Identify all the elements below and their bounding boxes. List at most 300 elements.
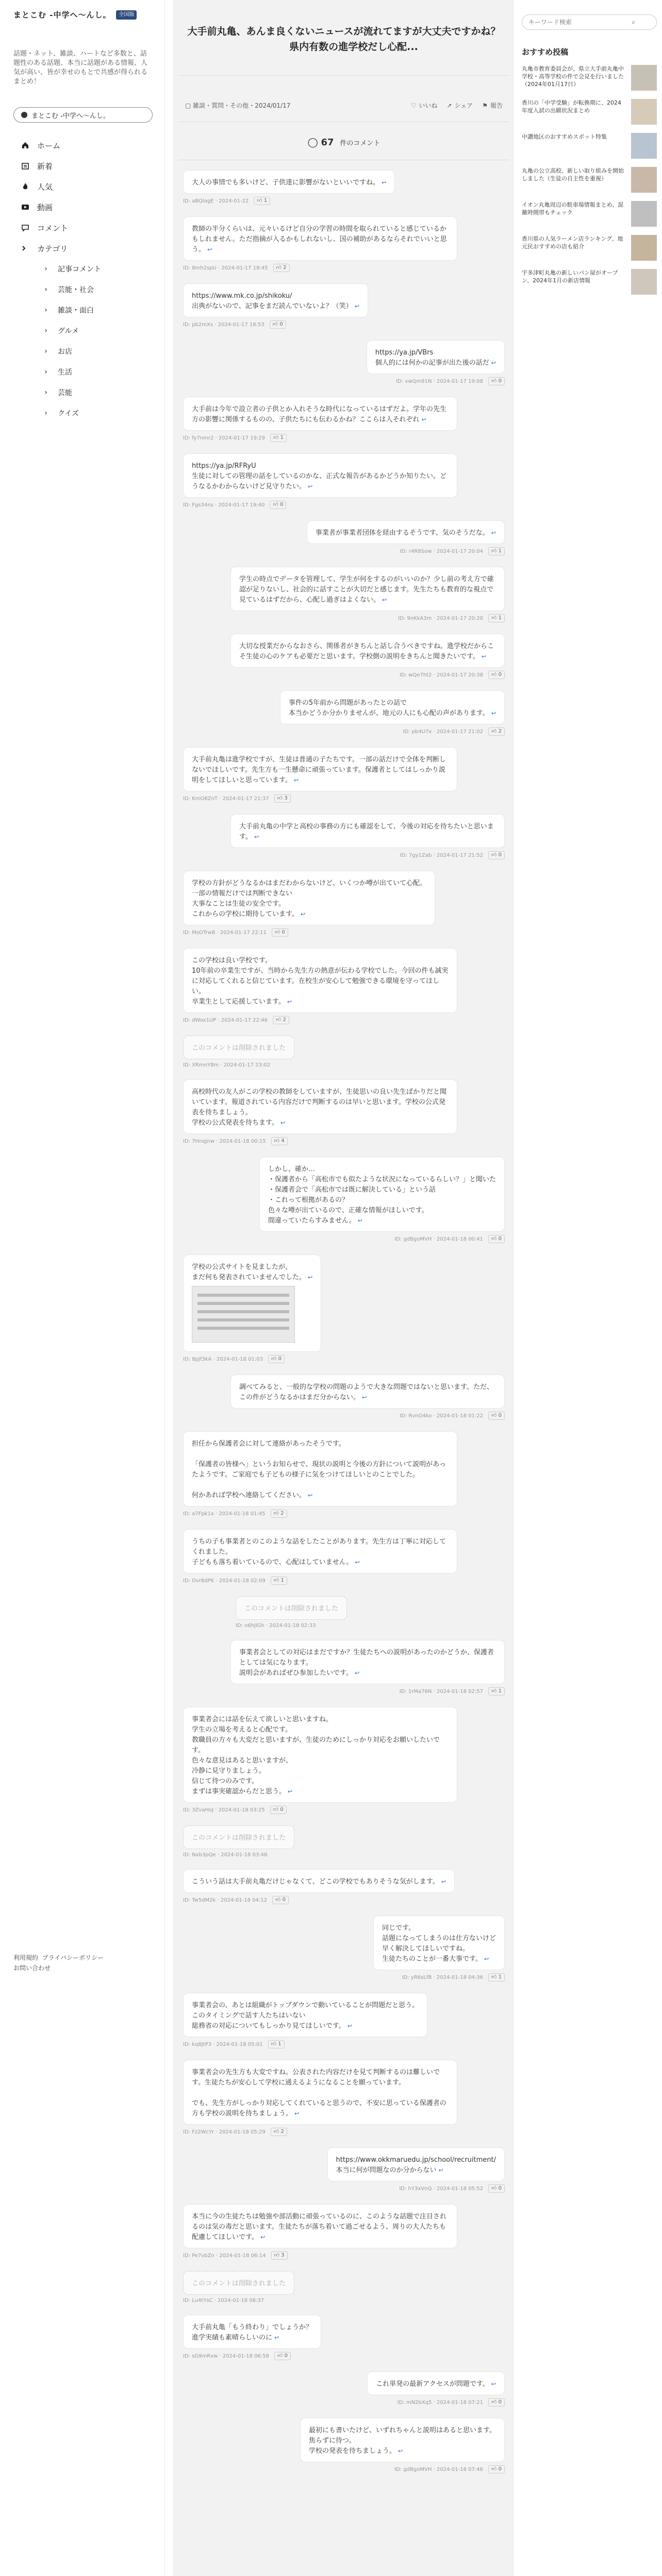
recommended-thumbnail[interactable] xyxy=(631,65,657,91)
comment-info xyxy=(183,2040,457,2048)
subnav-item[interactable] xyxy=(21,300,155,320)
comment-text: 大切な授業だからなおさら、関係者がきちんと話し合うべきですね。進学校だからこそ生徒の心のケアも必要だと思います。学校側の説明をきちんと聞きたいです。 xyxy=(239,642,494,660)
good-count: 1 xyxy=(498,1688,502,1694)
recommended-title-text[interactable]: イオン丸亀周辺の駐車場情報まとめ、混雑時間帯もチェック xyxy=(522,201,624,216)
deleted-comment[interactable] xyxy=(183,2271,294,2295)
comment-bubble[interactable] xyxy=(259,1157,505,1232)
thumbs-up-icon: 👍︎ xyxy=(275,1897,283,1903)
good-button[interactable] xyxy=(268,1355,285,1363)
good-button[interactable] xyxy=(488,851,505,859)
comment-info xyxy=(183,1062,457,1068)
good-button[interactable] xyxy=(270,501,286,509)
recommended-thumbnail[interactable] xyxy=(631,201,657,227)
comment-id-date: ID: fy7nmr2 · 2024-01-17 19:29 xyxy=(183,435,266,441)
comment-info xyxy=(403,727,505,736)
nav-label: 動画 xyxy=(37,202,53,212)
recommended-thumbnail[interactable] xyxy=(631,269,657,295)
popular-icon xyxy=(21,182,30,191)
comment-item xyxy=(174,1869,514,1904)
comment-item xyxy=(174,2060,514,2136)
comment-bubble[interactable] xyxy=(183,747,457,791)
subnav-item[interactable] xyxy=(21,279,155,300)
comment-id-date: ID: 7Hnqjnw · 2024-01-18 00:15 xyxy=(183,1138,266,1144)
comment-text: 事業者が事業者団体を経由するそうです、気のそうだな。 xyxy=(315,529,489,537)
recommended-item[interactable] xyxy=(522,99,657,125)
recommended-title-text[interactable]: 宇多津町丸亀の新しいパン屋がオープン、2024年1月の新店情報 xyxy=(522,269,618,284)
thumbs-up-icon: 👍︎ xyxy=(273,502,280,507)
comment-item xyxy=(174,2204,514,2260)
subnav-label: お店 xyxy=(58,348,72,356)
recommended-title-text[interactable]: 丸亀市教育委員会が、県立大手前丸亀中学校・高等学校の件で会見を行いました（2024年01月17日） xyxy=(522,65,624,88)
thumbs-up-icon: 👍︎ xyxy=(273,1511,281,1516)
comment-bubble[interactable] xyxy=(183,1993,427,2037)
comment-id-date: ID: wQe7ht2 · 2024-01-17 20:38 xyxy=(399,672,483,678)
good-button[interactable] xyxy=(271,1137,288,1145)
subnav-item[interactable] xyxy=(21,403,155,423)
comment-text: 事業者会の、あとは組織がトップダウンで動いていることが問題だと思う。 このタイミングで話す人たちはいない 総務省の対応についてもしっかり見てほしいです。 xyxy=(192,2002,419,2030)
reply-icon[interactable]: ↩ xyxy=(308,1274,313,1281)
comment-id-date: ID: a7Fpk1x · 2024-01-18 01:45 xyxy=(183,1511,266,1517)
comment-wrap xyxy=(183,871,457,937)
reply-icon[interactable]: ↩ xyxy=(347,2023,352,2029)
comment-info xyxy=(400,671,505,679)
comment-text: https://www.mk.co.jp/shikoku/ 出典がないので、記事をまだ読んでいないよ？（笑） xyxy=(192,292,353,310)
good-button[interactable] xyxy=(488,614,505,622)
reply-icon[interactable]: ↩ xyxy=(491,2381,496,2387)
comment-info xyxy=(396,377,505,385)
comment-bubble[interactable] xyxy=(183,2315,321,2349)
comment-bubble[interactable] xyxy=(183,1079,457,1134)
comment-wrap xyxy=(230,340,505,385)
comment-info xyxy=(183,320,457,329)
recommended-title-text[interactable]: 香川県の人気ラーメン店ランキング、地元民おすすめの店も紹介 xyxy=(522,235,623,250)
recommended-thumbnail[interactable] xyxy=(631,99,657,125)
reply-icon[interactable]: ↩ xyxy=(382,597,387,603)
comment-item xyxy=(174,216,514,272)
comment-text: 同じです。 話題になってしまうのは仕方ないけど 早く解決してほしいですね。 生徒たちのことが一番大事です。 xyxy=(382,1924,496,1963)
good-count: 0 xyxy=(498,2466,502,2472)
comment-id-date: ID: KmO8ZnT · 2024-01-17 21:37 xyxy=(183,795,269,802)
comment-text: 学校の方針がどうなるかはまだわからないけど、いくつか噂が出ていて心配。 一部の情報だけでは判断できない 大事なことは生徒の安全です。 これからの学校に期待しています。 xyxy=(192,879,427,918)
comment-info xyxy=(183,2298,457,2303)
recommended-item[interactable] xyxy=(522,201,657,227)
comment-info xyxy=(236,1623,462,1629)
comment-bubble[interactable] xyxy=(230,1640,505,1684)
thumbs-up-icon: 👍︎ xyxy=(274,1138,282,1144)
good-count: 0 xyxy=(498,378,502,384)
comment-id-date: ID: Lu4tYsC · 2024-01-18 06:37 xyxy=(183,2298,264,2303)
comment-bubble[interactable] xyxy=(367,2371,505,2395)
report-button[interactable] xyxy=(482,101,503,110)
good-button[interactable] xyxy=(271,2128,287,2136)
good-button[interactable] xyxy=(488,377,505,385)
comment-wrap xyxy=(183,1993,457,2048)
comment-wrap xyxy=(183,283,457,329)
recommended-item[interactable] xyxy=(522,133,657,159)
comment-wrap xyxy=(230,2371,505,2406)
comment-item xyxy=(174,690,514,736)
recommended-title-text[interactable]: 丸亀の公立高校、新しい取り組みを開始しました（生徒の自主性を重視） xyxy=(522,167,624,182)
footer-link-terms[interactable]: 利用規約 xyxy=(13,1954,39,1961)
reply-icon[interactable]: ↩ xyxy=(274,2334,279,2341)
comment-count xyxy=(179,137,509,148)
reply-icon[interactable]: ↩ xyxy=(294,2110,300,2117)
comment-text: 事業者会としての対応はまだですか？生徒たちへの説明があったのかどうか、保護者としては気になります。 説明会があればぜひ参加したいです。 xyxy=(239,1649,494,1677)
nav-label: ホーム xyxy=(37,141,61,150)
thumbs-up-icon: 👍︎ xyxy=(277,795,285,801)
comment-id-date: ID: vwQm91N · 2024-01-17 19:08 xyxy=(396,378,483,384)
comment-text: これ単発の最新アクセスが問題です。 xyxy=(376,2380,489,2388)
comment-wrap xyxy=(183,2315,457,2360)
home-button-label: まとこむ -中学へ〜んし。 xyxy=(31,112,110,120)
comment-item xyxy=(174,397,514,442)
comment-id-date: ID: 8mh2spU · 2024-01-17 18:45 xyxy=(183,265,268,271)
recommended-thumbnail[interactable] xyxy=(631,167,657,193)
comment-id-date: ID: 3ZvaHoJ · 2024-01-18 03:25 xyxy=(183,1807,265,1813)
comment-bubble[interactable] xyxy=(183,2204,457,2248)
recommended-thumbnail[interactable] xyxy=(631,235,657,261)
logo-text[interactable]: まとこむ -中学へ〜んし。 xyxy=(13,10,111,20)
search-box[interactable] xyxy=(522,14,657,30)
share-button[interactable] xyxy=(446,101,473,110)
comment-wrap xyxy=(183,1869,457,1904)
good-button[interactable] xyxy=(488,1412,505,1420)
comment-bubble[interactable] xyxy=(183,1431,457,1506)
comment-wrap xyxy=(230,1375,505,1420)
good-button[interactable] xyxy=(488,1687,505,1696)
comment-info xyxy=(183,1577,457,1585)
comment-bubble[interactable] xyxy=(183,1529,457,1573)
comment-info xyxy=(183,1016,457,1024)
chevron-right-icon: › xyxy=(44,368,47,376)
like-button[interactable] xyxy=(411,101,438,110)
comment-bubble[interactable] xyxy=(183,1255,321,1352)
comment-wrap xyxy=(183,170,457,205)
comment-id-date: ID: 7gy1Zab · 2024-01-17 21:52 xyxy=(400,852,483,858)
comment-id-date: ID: Fgs34ns · 2024-01-17 19:40 xyxy=(183,502,265,508)
article-actions xyxy=(411,101,503,110)
comment-wrap xyxy=(183,1255,457,1363)
comment-bubble[interactable] xyxy=(183,871,435,925)
comment-item xyxy=(174,1079,514,1145)
good-button[interactable] xyxy=(273,1016,289,1024)
good-button[interactable] xyxy=(488,2465,505,2473)
category-icon xyxy=(21,244,30,253)
comment-bubble[interactable] xyxy=(307,520,505,544)
article-category[interactable]: 雑談・質問・その他 xyxy=(193,102,249,109)
comment-id-date: ID: o6hJlGh · 2024-01-18 02:33 xyxy=(236,1623,316,1629)
nav-label: カテゴリ xyxy=(37,244,68,253)
recommended-item[interactable] xyxy=(522,235,657,261)
comment-id-date: ID: gdBgoMVH · 2024-01-18 07:46 xyxy=(394,2466,483,2472)
reply-icon[interactable]: ↩ xyxy=(354,1670,360,1676)
comment-bubble[interactable] xyxy=(280,690,505,724)
comment-wrap xyxy=(183,2271,457,2303)
recommended-title: おすすめ投稿 xyxy=(522,47,569,57)
good-button[interactable] xyxy=(274,794,291,803)
good-button[interactable] xyxy=(488,1235,505,1243)
comment-bubble[interactable] xyxy=(230,567,505,611)
comment-item xyxy=(174,520,514,555)
thumbs-up-icon: 👍︎ xyxy=(491,1413,499,1418)
good-count: 2 xyxy=(280,2129,284,2134)
subnav-item[interactable] xyxy=(21,259,155,279)
comment-text: 事件の5年前から問題があったとの話で 本当かどうか分かりませんが、地元の人にも心配の声があります。 xyxy=(288,699,489,717)
good-button[interactable] xyxy=(488,2398,505,2406)
reply-icon[interactable]: ↩ xyxy=(484,1956,489,1962)
thumbs-up-icon: 👍︎ xyxy=(491,852,499,858)
good-button[interactable] xyxy=(272,1896,289,1904)
footer-link-contact[interactable]: お問い合わせ xyxy=(13,1964,51,1972)
good-count: 1 xyxy=(498,615,502,621)
comment-text: 大手前丸亀「もう終わり」でしょうか？ 進学実績も素晴らしいのに xyxy=(192,2324,313,2342)
good-button[interactable] xyxy=(271,1577,287,1585)
left-sidebar xyxy=(0,0,165,2576)
good-button[interactable] xyxy=(273,264,290,272)
comment-item xyxy=(174,2271,514,2303)
comment-bubble[interactable] xyxy=(183,948,457,1013)
comment-id-date: ID: 8pJf3kA · 2024-01-18 01:03 xyxy=(183,1356,263,1362)
good-count: 1 xyxy=(280,1578,284,1583)
chevron-right-icon: › xyxy=(44,285,47,294)
comment-id-date: ID: mN2bXq5 · 2024-01-18 07:21 xyxy=(397,2399,483,2405)
reply-icon[interactable]: ↩ xyxy=(491,360,496,366)
nav-label: 人気 xyxy=(37,182,53,192)
good-button[interactable] xyxy=(488,727,505,736)
thumbs-up-icon: 👍︎ xyxy=(491,2185,499,2191)
search-input[interactable] xyxy=(528,19,632,26)
nav-item-comment[interactable] xyxy=(21,217,155,238)
comment-item xyxy=(174,2371,514,2406)
good-button[interactable] xyxy=(488,1973,505,1981)
chevron-right-icon: › xyxy=(44,347,47,355)
reply-icon[interactable]: ↩ xyxy=(308,1492,313,1499)
comment-text: 大手前丸亀は進学校ですが、生徒は普通の子たちです。一部の話だけで全体を判断しないでほしいです。先生方も一生懸命に頑張っています。保護者としてはしっかり説明をしてほしいと思っています。 xyxy=(192,756,446,784)
comment-wrap xyxy=(183,1036,457,1068)
nav-item-popular[interactable] xyxy=(21,176,155,197)
comment-info xyxy=(400,851,505,859)
reply-icon[interactable]: ↩ xyxy=(207,246,212,253)
reply-icon[interactable]: ↩ xyxy=(362,1394,367,1401)
recommended-title-text[interactable]: 中讃地区のおすすめスポット特集 xyxy=(522,133,607,140)
thumbs-up-icon: 👍︎ xyxy=(274,929,282,935)
footer-links xyxy=(13,1953,104,1973)
nav-label: 新着 xyxy=(37,161,53,171)
comment-text: 大手前丸亀の中学と高校の事務の方にも確認をして、今後の対応を待ちたいと思います。 xyxy=(239,823,494,841)
reply-icon[interactable]: ↩ xyxy=(280,1120,286,1126)
thumbs-up-icon: 👍︎ xyxy=(273,435,280,440)
comment-list xyxy=(174,170,514,2485)
deleted-comment[interactable] xyxy=(236,1596,347,1620)
good-count: 0 xyxy=(498,672,502,677)
subnav-label: 芸能 xyxy=(58,389,72,397)
comment-item xyxy=(174,1825,514,1858)
comment-info xyxy=(183,1355,457,1363)
folder-icon: ▢ xyxy=(185,102,191,109)
comment-bubble[interactable] xyxy=(373,1916,505,1970)
reply-icon[interactable]: ↩ xyxy=(288,1788,293,1795)
comment-bubble[interactable] xyxy=(183,453,457,498)
comment-info xyxy=(183,794,457,803)
subnav-item[interactable] xyxy=(21,341,155,362)
new-icon xyxy=(21,161,30,171)
good-button[interactable] xyxy=(268,2040,285,2048)
reply-icon[interactable]: ↩ xyxy=(441,1878,446,1885)
subnav-item[interactable] xyxy=(21,382,155,403)
comment-item xyxy=(174,747,514,803)
thumbs-up-icon: 👍︎ xyxy=(491,1236,499,1242)
reply-icon[interactable]: ↩ xyxy=(300,911,306,918)
recommended-item[interactable] xyxy=(522,167,657,193)
comment-bubble[interactable] xyxy=(183,1707,457,1803)
chevron-right-icon: › xyxy=(44,327,47,335)
recommended-item[interactable] xyxy=(522,65,657,91)
comment-item xyxy=(174,1157,514,1243)
comment-text: https://ya.jp/VBrs 個人的には何かの記事が出た後の話だ xyxy=(375,349,489,367)
good-button[interactable] xyxy=(488,2184,505,2193)
comment-bubble[interactable] xyxy=(327,2147,505,2181)
comment-wrap xyxy=(230,634,505,679)
recommended-title-text[interactable]: 香川の「中学受験」が転換期に、2024年度入試の出願状況まとめ xyxy=(522,99,621,114)
reply-icon[interactable]: ↩ xyxy=(254,834,259,840)
nav-item-home[interactable] xyxy=(21,135,155,156)
comment-id-date: ID: Fz2WcYr · 2024-01-18 05:29 xyxy=(183,2129,266,2135)
comment-bubble[interactable] xyxy=(183,1869,455,1893)
comment-bubble[interactable] xyxy=(230,1375,505,1409)
recommended-thumbnail[interactable] xyxy=(631,133,657,159)
comment-item xyxy=(174,1993,514,2048)
home-button[interactable] xyxy=(13,107,153,123)
comment-info xyxy=(183,2352,457,2360)
reply-icon[interactable]: ↩ xyxy=(421,416,426,423)
comment-text: このコメントは削除されました xyxy=(192,1834,286,1842)
comment-bubble[interactable] xyxy=(183,170,395,194)
chevron-right-icon: › xyxy=(44,265,47,273)
comment-bubble[interactable] xyxy=(300,2418,505,2462)
comment-item xyxy=(174,1255,514,1363)
logo[interactable] xyxy=(13,9,137,20)
deleted-comment[interactable] xyxy=(183,1825,294,1849)
subnav-item[interactable] xyxy=(21,362,155,382)
comment-id-date: ID: Dvr8dPK · 2024-01-18 02:09 xyxy=(183,1578,266,1584)
attached-image[interactable] xyxy=(192,1286,295,1343)
good-count: 2 xyxy=(283,265,287,270)
reply-icon[interactable]: ↩ xyxy=(438,2167,443,2174)
comment-bubble[interactable] xyxy=(230,814,505,848)
good-count: 4 xyxy=(281,1138,285,1144)
comment-bubble[interactable] xyxy=(183,2060,457,2125)
reply-icon[interactable]: ↩ xyxy=(355,1559,360,1566)
reply-icon[interactable]: ↩ xyxy=(308,483,313,490)
reply-icon[interactable]: ↩ xyxy=(382,179,387,186)
good-button[interactable] xyxy=(271,1510,287,1518)
nav-label: コメント xyxy=(37,223,69,233)
good-count: 2 xyxy=(280,1511,284,1516)
deleted-comment[interactable] xyxy=(183,1036,294,1059)
comment-wrap xyxy=(183,2204,457,2260)
nav-item-new[interactable] xyxy=(21,156,155,176)
comment-wrap xyxy=(183,747,457,803)
comment-icon xyxy=(21,223,30,232)
comment-info xyxy=(183,1896,457,1904)
comment-info xyxy=(400,547,505,555)
good-button[interactable] xyxy=(488,671,505,679)
comment-id-date: ID: pb4U7x · 2024-01-17 21:02 xyxy=(403,728,483,735)
reply-icon[interactable]: ↩ xyxy=(491,710,496,717)
article-title-text: 大手前丸亀、あんま良くないニュースが流れてますが大丈夫ですかね？ 県内有数の進学校だし心配... xyxy=(187,26,501,53)
comment-wrap xyxy=(230,1640,505,1696)
recommended-item[interactable] xyxy=(522,269,657,295)
comment-text: 大人の事情でも多いけど、子供達に影響がないといいですね。 xyxy=(192,179,380,187)
good-count: 0 xyxy=(278,1356,282,1362)
reply-icon[interactable]: ↩ xyxy=(293,777,299,784)
comment-bubble[interactable] xyxy=(230,634,505,668)
reply-icon[interactable]: ↩ xyxy=(481,653,487,660)
like-label: いいね xyxy=(419,102,438,109)
comment-item xyxy=(174,1916,514,1981)
share-label: シェア xyxy=(454,102,473,109)
good-button[interactable] xyxy=(270,434,287,442)
flag-icon: ⚑ xyxy=(482,101,488,109)
good-button[interactable] xyxy=(272,928,288,937)
comment-text: この学校は良い学校です。 10年前の卒業生ですが、当時から先生方の熱意が伝わる学校でした。今回の件も誠実に対応してくれると信じています。在校生が安心して勉強できる環境を守ってほしい。 卒業生として応援しています。 xyxy=(192,957,449,1006)
good-button[interactable] xyxy=(271,2251,288,2260)
nav-item-category[interactable] xyxy=(21,238,155,259)
comment-bubble[interactable] xyxy=(183,397,457,431)
good-button[interactable] xyxy=(254,197,270,205)
reply-icon[interactable]: ↩ xyxy=(357,1217,362,1224)
comment-wrap xyxy=(183,1529,457,1585)
comment-info xyxy=(394,2465,505,2473)
comment-item xyxy=(174,814,514,859)
subnav-item[interactable] xyxy=(21,320,155,341)
search-icon[interactable]: ⌕ xyxy=(632,18,636,26)
thumbs-up-icon: 👍︎ xyxy=(271,2041,278,2047)
comment-item xyxy=(174,453,514,509)
comment-bubble[interactable] xyxy=(183,216,457,261)
divider xyxy=(179,75,509,76)
reply-icon[interactable]: ↩ xyxy=(398,2448,403,2454)
comment-bubble[interactable] xyxy=(367,340,505,374)
reply-icon[interactable]: ↩ xyxy=(354,303,359,310)
reply-icon[interactable]: ↩ xyxy=(491,530,496,536)
good-button[interactable] xyxy=(488,547,505,555)
good-count: 2 xyxy=(283,1017,286,1023)
comment-wrap xyxy=(230,1916,505,1981)
comment-id-date: ID: 1rMa76N · 2024-01-18 02:57 xyxy=(399,1688,483,1694)
footer-link-privacy[interactable]: プライバシーポリシー xyxy=(42,1954,104,1961)
good-button[interactable] xyxy=(270,320,286,329)
reply-icon[interactable]: ↩ xyxy=(260,2234,266,2241)
comment-info xyxy=(399,2184,505,2193)
thumbs-up-icon: 👍︎ xyxy=(491,615,499,621)
comment-info xyxy=(398,2398,505,2406)
comment-text: 大手前は今年で設立者の子供とか入れそうな時代になっているはずだよ。学年の先生方の影響に関係するものの、子供たちにも伝わるかね？ここらは人それぞれ xyxy=(192,405,447,423)
main-nav xyxy=(21,135,155,423)
comment-item xyxy=(174,1596,514,1629)
comment-bubble[interactable] xyxy=(183,283,368,317)
good-count: 0 xyxy=(498,2185,502,2191)
nav-item-video[interactable] xyxy=(21,197,155,217)
comment-info xyxy=(183,501,457,509)
comment-text: 事業者会の先生方も大変ですね。公表された内容だけを見て判断するのは難しいです。生徒たちが安心して学校に通えるようになることを願っています。 でも、先生方がしっかり対応してくれていると思うので、不安に思っている保護者の方も学校の説明を待ちましょう。 xyxy=(192,2069,446,2117)
comment-id-date: ID: Tw5dM2k · 2024-01-18 04:12 xyxy=(183,1897,267,1903)
good-button[interactable] xyxy=(274,2352,291,2360)
good-button[interactable] xyxy=(270,1806,287,1814)
reply-icon[interactable]: ↩ xyxy=(287,998,292,1005)
right-sidebar xyxy=(522,0,662,2576)
thumbs-up-icon: 👍︎ xyxy=(273,2129,281,2134)
